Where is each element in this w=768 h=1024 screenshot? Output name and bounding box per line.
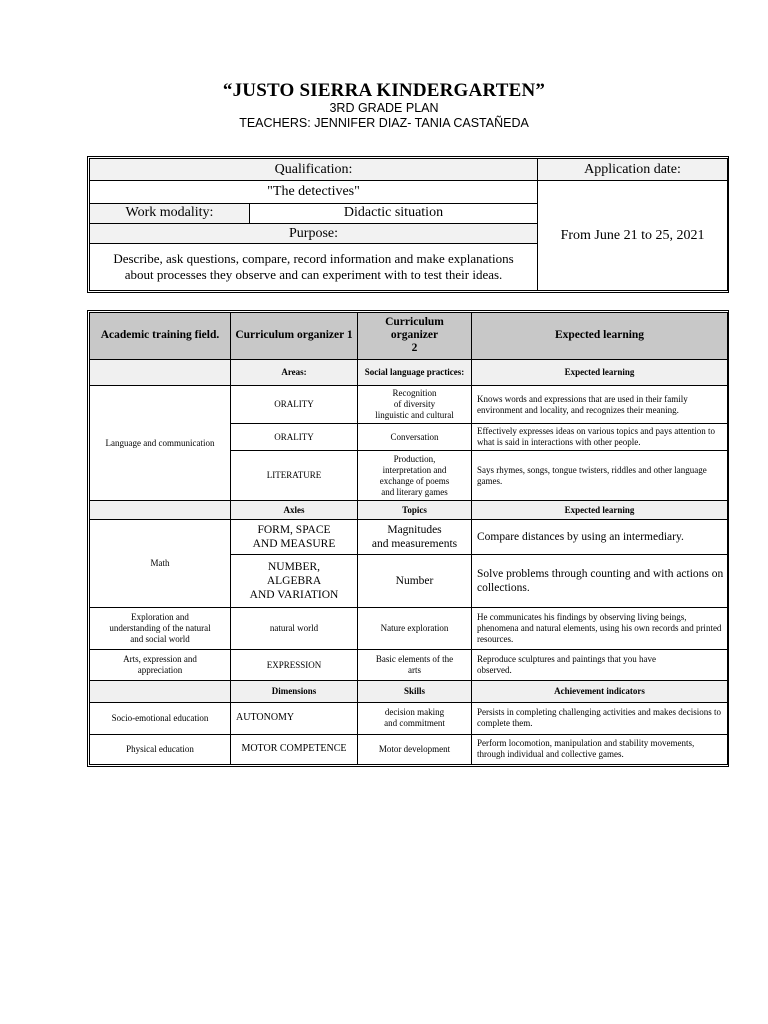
organizer2-magnitudes bbox=[358, 519, 472, 554]
field-line: understanding of the natural bbox=[109, 623, 211, 634]
qualification-label: Qualification: bbox=[90, 159, 538, 181]
field-physical-education: Physical education bbox=[90, 734, 231, 765]
info-table bbox=[89, 158, 728, 291]
expected-learning-cell: Effectively expresses ideas on various topics and pays attention to what is said in interactions with other people. bbox=[472, 424, 728, 450]
curriculum-grid bbox=[89, 312, 728, 765]
org2-line: and literary games bbox=[381, 486, 448, 497]
purpose-line-2: about processes they observe and can experiment with to test their ideas. bbox=[124, 267, 503, 283]
situation-title: "The detectives" bbox=[90, 181, 538, 203]
school-title: “JUSTO SIERRA KINDERGARTEN” bbox=[222, 80, 546, 101]
organizer2-motor-development: Motor development bbox=[358, 734, 472, 765]
application-date-value: From June 21 to 25, 2021 bbox=[538, 181, 728, 291]
field-math: Math bbox=[90, 519, 231, 607]
org1-line: NUMBER, bbox=[267, 561, 321, 574]
org2-line: decision making bbox=[384, 707, 445, 718]
field-line: appreciation bbox=[137, 665, 183, 676]
field-line: Exploration and bbox=[131, 612, 189, 623]
organizer1-form-space-measure bbox=[231, 519, 358, 554]
achievement-indicator-cell: Persists in completing challenging activities and makes decisions to complete them. bbox=[472, 703, 728, 734]
org2-line: Magnitudes bbox=[387, 523, 442, 536]
organizer1-number-algebra bbox=[231, 555, 358, 608]
grade-plan-line: 3RD GRADE PLAN bbox=[329, 101, 439, 115]
subheader-achievement-indicators: Achievement indicators bbox=[472, 680, 728, 702]
organizer1-natural-world: natural world bbox=[231, 607, 358, 650]
field-arts bbox=[90, 650, 231, 680]
subheader-social-language-practices: Social language practices: bbox=[358, 359, 472, 385]
org2-line: arts bbox=[408, 665, 421, 676]
organizer1-orality: ORALITY bbox=[231, 385, 358, 424]
expected-learning-cell: Solve problems through counting and with actions on collections. bbox=[472, 555, 728, 608]
header-expected-learning: Expected learning bbox=[472, 313, 728, 360]
field-exploration bbox=[90, 607, 231, 650]
org2-line: and commitment bbox=[384, 718, 445, 729]
organizer2-basic-elements bbox=[358, 650, 472, 680]
subheader-expected-learning: Expected learning bbox=[472, 359, 728, 385]
organizer2-recognition-diversity bbox=[358, 385, 472, 424]
org2-line: of diversity bbox=[393, 399, 436, 410]
header-organizer-2-line-3: 2 bbox=[411, 342, 418, 355]
organizer2-poems-games bbox=[358, 450, 472, 501]
expected-learning-cell: Compare distances by using an intermediary. bbox=[472, 519, 728, 554]
subheader-blank bbox=[90, 359, 231, 385]
work-modality-value: Didactic situation bbox=[250, 203, 538, 223]
teachers-line: TEACHERS: JENNIFER DIAZ- TANIA CASTAÑEDA bbox=[239, 116, 529, 130]
header-organizer-2 bbox=[358, 313, 472, 360]
subheader-blank bbox=[90, 680, 231, 702]
expected-line: observed. bbox=[477, 665, 512, 676]
org2-line: Recognition bbox=[392, 388, 437, 399]
curriculum-grid-frame bbox=[87, 310, 729, 767]
subheader-dimensions: Dimensions bbox=[231, 680, 358, 702]
organizer1-expression: EXPRESSION bbox=[231, 650, 358, 680]
expected-learning-cell: Knows words and expressions that are used in their family environment and locality, and recognizes their meaning. bbox=[472, 385, 728, 424]
subheader-blank bbox=[90, 501, 231, 519]
organizer2-number: Number bbox=[358, 555, 472, 608]
organizer2-decision-making bbox=[358, 703, 472, 734]
field-language-communication: Language and communication bbox=[90, 385, 231, 501]
expected-line: Reproduce sculptures and paintings that you have bbox=[477, 654, 656, 665]
work-modality-label: Work modality: bbox=[90, 203, 250, 223]
header-academic-field: Academic training field. bbox=[90, 313, 231, 360]
subheader-topics: Topics bbox=[358, 501, 472, 519]
org2-line: Production, bbox=[393, 453, 436, 464]
subheader-skills: Skills bbox=[358, 680, 472, 702]
organizer2-conversation: Conversation bbox=[358, 424, 472, 450]
org1-line: FORM, SPACE bbox=[257, 523, 331, 536]
org1-line: AND MEASURE bbox=[252, 537, 336, 550]
purpose-label: Purpose: bbox=[90, 223, 538, 243]
header-organizer-1: Curriculum organizer 1 bbox=[231, 313, 358, 360]
org1-line: AND VARIATION bbox=[249, 589, 339, 602]
field-socio-emotional: Socio-emotional education bbox=[90, 703, 231, 734]
organizer1-orality: ORALITY bbox=[231, 424, 358, 450]
application-date-label: Application date: bbox=[538, 159, 728, 181]
subheader-areas: Areas: bbox=[231, 359, 358, 385]
org2-line: exchange of poems bbox=[379, 475, 450, 486]
header-organizer-2-line-2: organizer bbox=[390, 329, 439, 342]
organizer1-literature: LITERATURE bbox=[231, 450, 358, 501]
org2-line: Basic elements of the bbox=[375, 654, 454, 665]
organizer1-motor-competence: MOTOR COMPETENCE bbox=[231, 734, 358, 765]
expected-learning-cell: Says rhymes, songs, tongue twisters, riddles and other language games. bbox=[472, 450, 728, 501]
header-organizer-2-line-1: Curriculum bbox=[385, 316, 444, 329]
purpose-text bbox=[90, 244, 538, 291]
organizer2-nature-exploration: Nature exploration bbox=[358, 607, 472, 650]
expected-learning-cell bbox=[472, 650, 728, 680]
purpose-line-1: Describe, ask questions, compare, record information and make explanations bbox=[113, 251, 514, 267]
org1-line: ALGEBRA bbox=[266, 575, 322, 588]
org2-line: and measurements bbox=[371, 537, 458, 550]
organizer1-autonomy: AUTONOMY bbox=[231, 703, 358, 734]
subheader-axles: Axles bbox=[231, 501, 358, 519]
info-table-frame bbox=[87, 156, 729, 293]
field-line: and social world bbox=[130, 634, 190, 645]
org2-line: interpretation and bbox=[382, 464, 447, 475]
field-line: Arts, expression and bbox=[123, 654, 197, 665]
org2-line: linguistic and cultural bbox=[375, 410, 454, 421]
achievement-indicator-cell: Perform locomotion, manipulation and stability movements, through individual and collective games. bbox=[472, 734, 728, 765]
expected-learning-cell: He communicates his findings by observing living beings, phenomena and natural elements, using his own records and printed resources. bbox=[472, 607, 728, 650]
subheader-expected-learning: Expected learning bbox=[472, 501, 728, 519]
